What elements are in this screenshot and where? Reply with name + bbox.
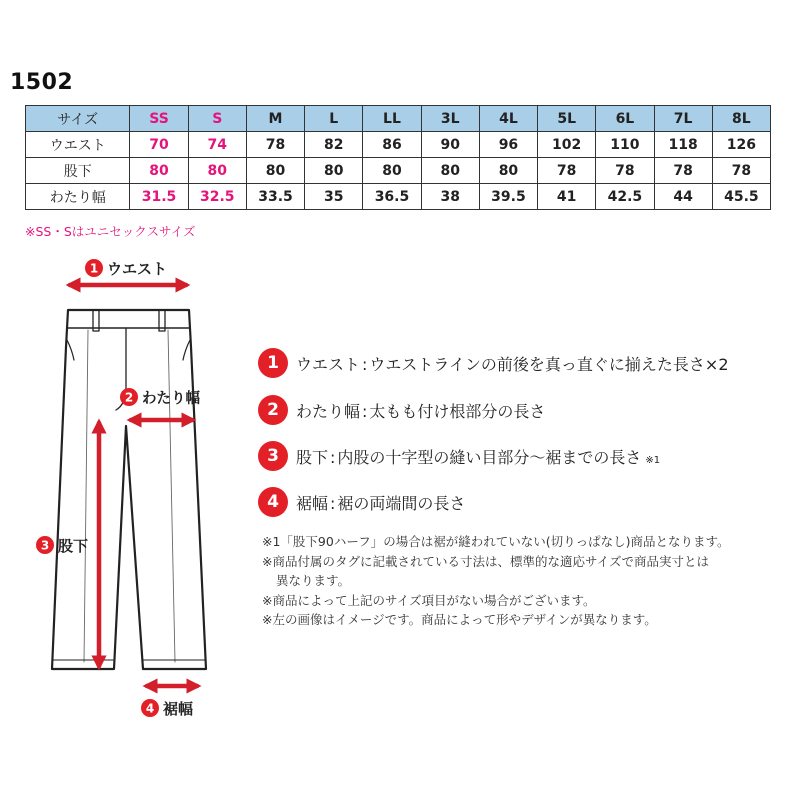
- table-cell: 102: [538, 132, 596, 158]
- table-cell: 80: [246, 158, 304, 184]
- size-col-header: 5L: [538, 106, 596, 132]
- size-col-header: M: [246, 106, 304, 132]
- table-cell: 82: [305, 132, 363, 158]
- table-cell: 38: [421, 184, 479, 210]
- table-row: [26, 158, 771, 184]
- table-cell: 44: [654, 184, 712, 210]
- unisex-note: ※SS・Sはユニセックスサイズ: [25, 224, 196, 239]
- legend-desc: 太もも付け根部分の長さ: [369, 401, 546, 421]
- legend-term: 股下: [296, 447, 329, 467]
- legend-desc: 内股の十字型の縫い目部分～裾までの長さ: [337, 447, 642, 467]
- size-col-header: 6L: [596, 106, 654, 132]
- size-col-header: L: [305, 106, 363, 132]
- row-label-inseam: 股下: [26, 158, 130, 184]
- table-cell: 118: [654, 132, 712, 158]
- table-cell: 126: [712, 132, 770, 158]
- table-cell: 70: [130, 132, 188, 158]
- table-row: [26, 184, 771, 210]
- inseam-number: 3: [40, 538, 50, 553]
- waist-label: [85, 259, 167, 278]
- legend-item-hem: [258, 487, 465, 517]
- size-col-header: 3L: [421, 106, 479, 132]
- table-cell: 78: [538, 158, 596, 184]
- table-cell: 35: [305, 184, 363, 210]
- thigh-label-text: わたり幅: [142, 391, 200, 407]
- pants-illustration: [52, 310, 206, 669]
- size-col-header: 4L: [479, 106, 537, 132]
- table-cell: 45.5: [712, 184, 770, 210]
- legend-sep: :: [362, 354, 368, 374]
- legend-number: 1: [258, 348, 288, 378]
- legend-term: わたり幅: [296, 401, 361, 421]
- table-cell: 80: [363, 158, 421, 184]
- table-cell: 96: [479, 132, 537, 158]
- table-cell: 74: [188, 132, 246, 158]
- legend-footnote: ※1: [645, 454, 661, 466]
- table-cell: 90: [421, 132, 479, 158]
- legend-number: 3: [258, 441, 288, 471]
- table-cell: 80: [479, 158, 537, 184]
- hem-label: [141, 699, 193, 718]
- legend-sep: :: [330, 447, 336, 467]
- size-header-label: サイズ: [26, 106, 130, 132]
- table-cell: 31.5: [130, 184, 188, 210]
- table-row: [26, 132, 771, 158]
- table-cell: 78: [596, 158, 654, 184]
- legend-term: ウエスト: [296, 354, 361, 374]
- waist-label-text: ウエスト: [107, 260, 168, 278]
- note-line: ※1「股下90ハーフ」の場合は裾が縫われていない(切りっぱなし)商品となります。: [262, 534, 730, 549]
- row-label-waist: ウエスト: [26, 132, 130, 158]
- table-cell: 32.5: [188, 184, 246, 210]
- table-cell: 42.5: [596, 184, 654, 210]
- table-cell: 80: [188, 158, 246, 184]
- size-col-header: SS: [130, 106, 188, 132]
- size-table: [25, 105, 771, 210]
- note-line: ※商品によって上記のサイズ項目がない場合がございます。: [262, 592, 596, 608]
- note-line: 異なります。: [276, 573, 351, 588]
- legend-number: 4: [258, 487, 288, 517]
- notes-block: [262, 532, 729, 630]
- size-col-header: S: [188, 106, 246, 132]
- table-cell: 41: [538, 184, 596, 210]
- hem-number: 4: [145, 701, 155, 716]
- pants-diagram: [0, 250, 240, 720]
- legend-sep: :: [362, 401, 368, 421]
- model-number: 1502: [10, 70, 74, 95]
- table-cell: 80: [305, 158, 363, 184]
- legend-item-thigh: [258, 395, 545, 425]
- legend-item-inseam: [258, 441, 660, 471]
- table-cell: 78: [712, 158, 770, 184]
- inseam-label-text: 股下: [58, 537, 89, 555]
- thigh-number: 2: [124, 390, 134, 405]
- table-cell: 39.5: [479, 184, 537, 210]
- note-line: ※左の画像はイメージです。商品によって形やデザインが異なります。: [262, 612, 657, 627]
- legend-desc: 裾の両端間の長さ: [337, 493, 466, 513]
- row-label-thigh: わたり幅: [26, 184, 130, 210]
- legend-number: 2: [258, 395, 288, 425]
- legend-term: 裾幅: [296, 493, 329, 513]
- table-cell: 36.5: [363, 184, 421, 210]
- hem-label-text: 裾幅: [163, 700, 194, 718]
- table-cell: 78: [246, 132, 304, 158]
- size-col-header: 7L: [654, 106, 712, 132]
- table-cell: 80: [421, 158, 479, 184]
- table-cell: 33.5: [246, 184, 304, 210]
- legend-desc: ウエストラインの前後を真っ直ぐに揃えた長さ×2: [369, 354, 729, 374]
- size-col-header: LL: [363, 106, 421, 132]
- table-cell: 110: [596, 132, 654, 158]
- inseam-label: [36, 536, 88, 555]
- legend-sep: :: [330, 493, 336, 513]
- note-line: ※商品付属のタグに記載されている寸法は、標準的な適応サイズで商品実寸とは: [262, 553, 709, 569]
- size-header-row: [26, 106, 771, 132]
- size-col-header: 8L: [712, 106, 770, 132]
- table-cell: 78: [654, 158, 712, 184]
- table-cell: 86: [363, 132, 421, 158]
- waist-number: 1: [89, 261, 99, 276]
- table-cell: 80: [130, 158, 188, 184]
- legend-item-waist: [258, 348, 729, 378]
- thigh-label: [120, 388, 200, 407]
